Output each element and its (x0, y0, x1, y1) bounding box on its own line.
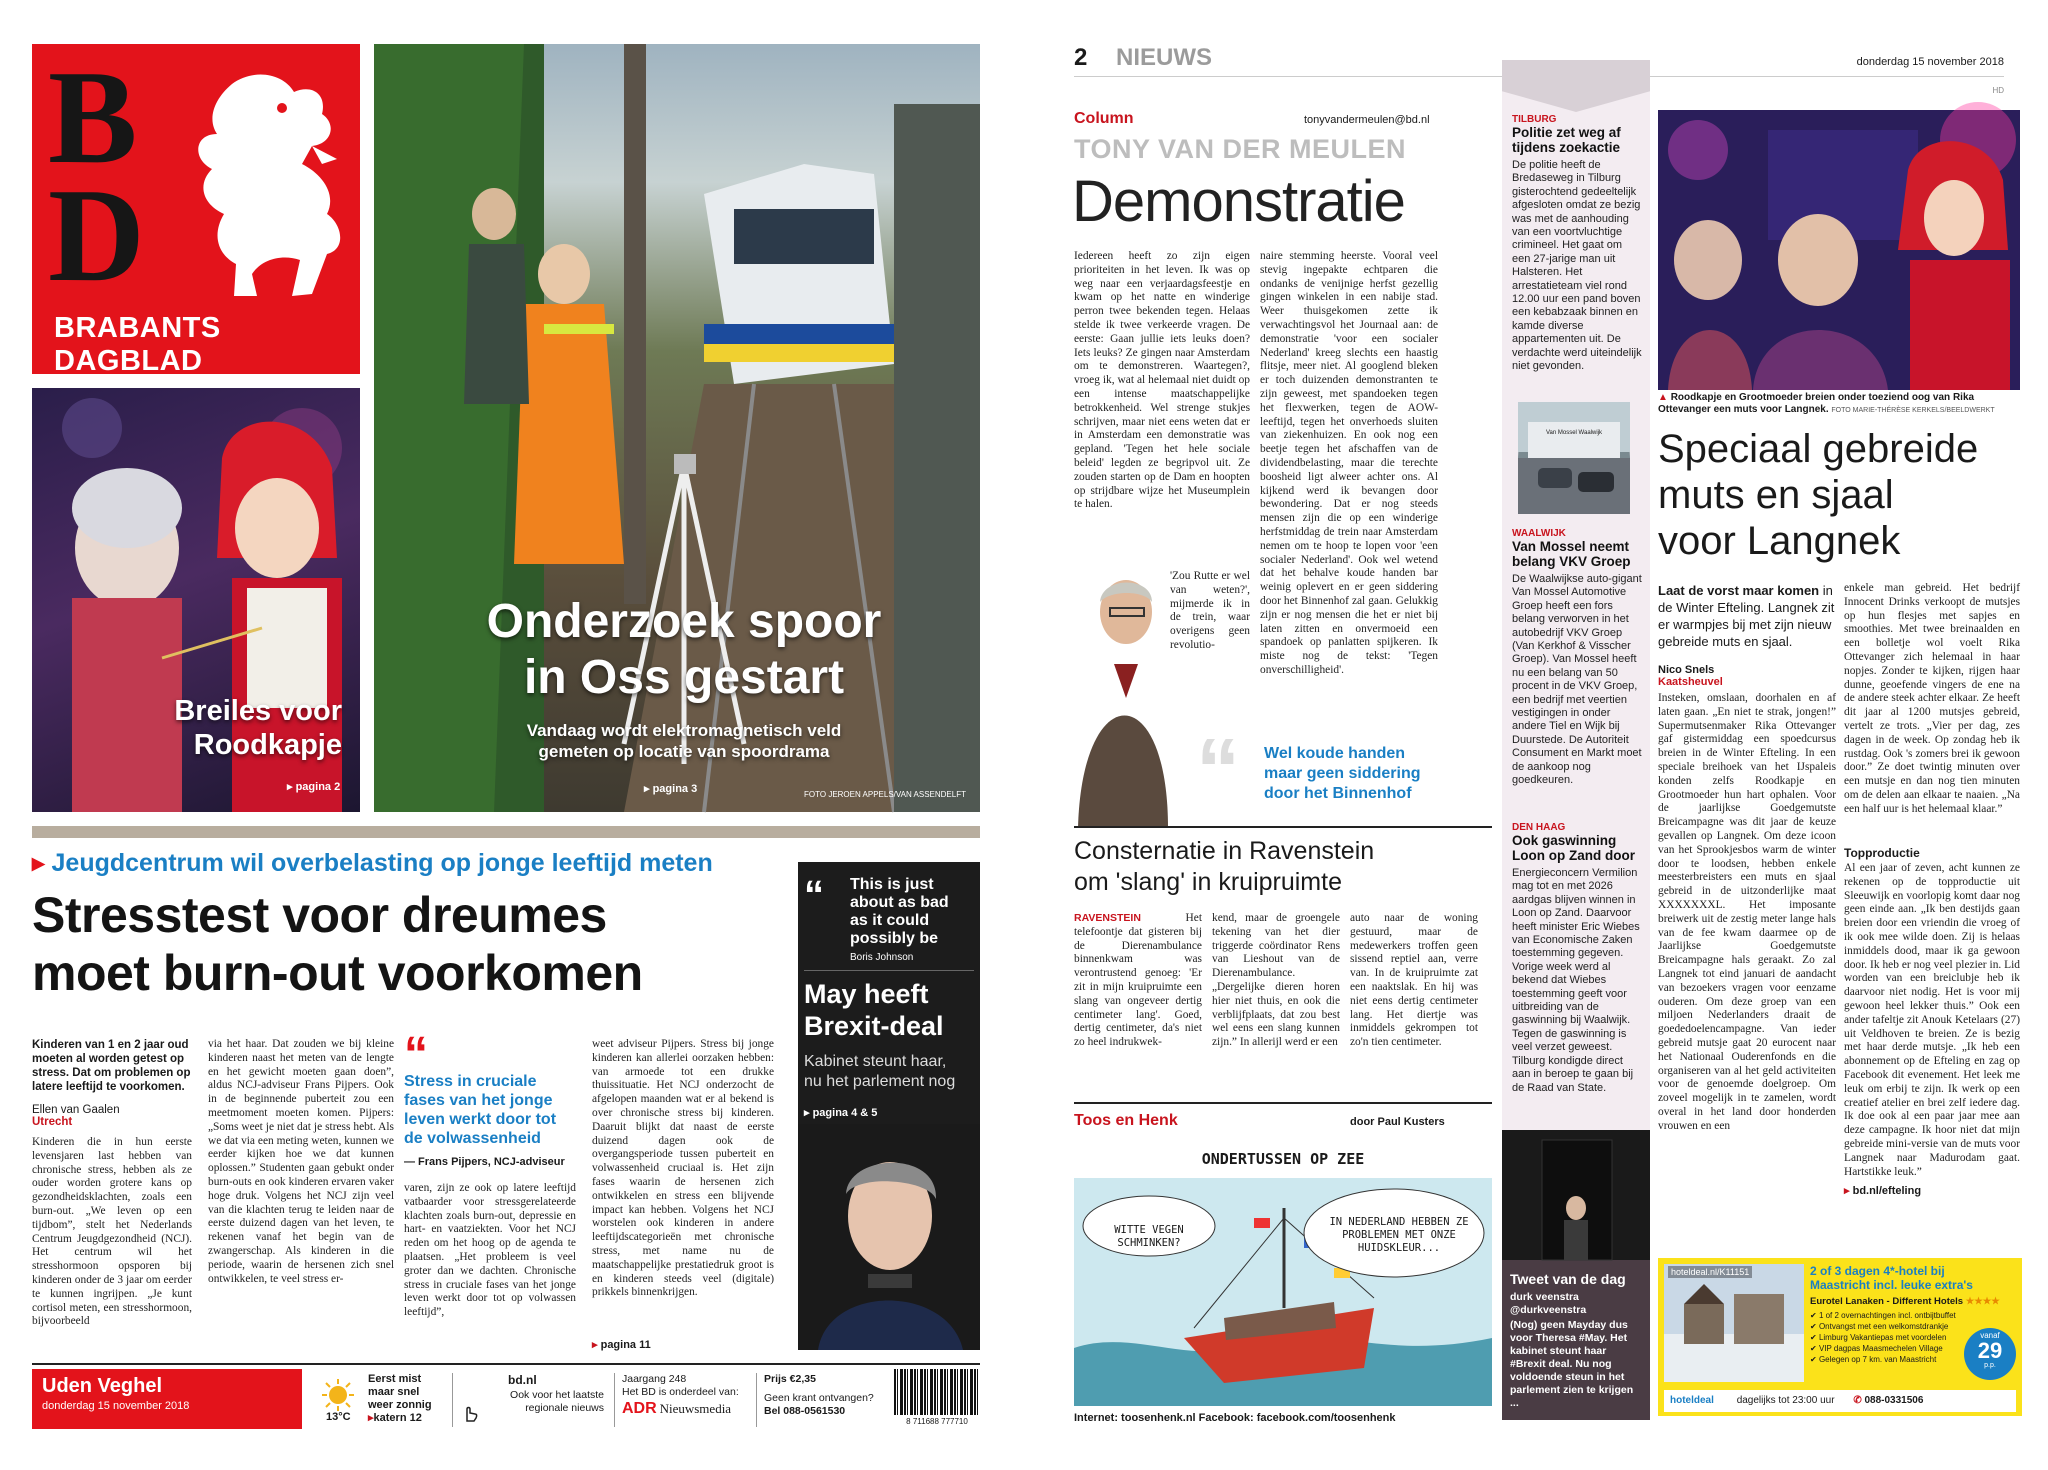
column-col1b: 'Zou Rutte er wel van weten?', mijmerde ik in de trein, waar overigens geen revolutio- (1170, 570, 1250, 651)
footer-divider (756, 1373, 757, 1427)
logo-letters: B D (48, 43, 145, 309)
lead-col4-block (592, 1038, 774, 1351)
langnek-link[interactable]: ▸ bd.nl/efteling (1844, 1185, 1922, 1197)
lead-intro-block (32, 1038, 192, 1328)
theresa-may-photo (798, 1124, 980, 1350)
page-2 (1046, 0, 2048, 1470)
sidebar-item-tilburg[interactable]: TILBURG Politie zet weg af tijdens zoekactie De politie heeft de Bredaseweg in Tilburg gisterochtend gedeeltelijk afgesloten omdat ze bezig was met de aanhouding van een voortvluchtige crimineel. Het gaat om een 27-jarige man uit Halsteren. Het arrestatieteam viel rond 12.00 uur een pand boven een kebabzaak binnen en kamde diverse appartementen uit. De verdachte werd uiteindelijk niet gevonden. (1512, 114, 1642, 373)
comic-bubble-1: WITTE VEGEN SCHMINKEN? (1114, 1224, 1184, 1249)
ad-photo (1664, 1264, 1804, 1382)
weather-ref[interactable]: ▸katern 12 (368, 1412, 422, 1424)
sidebar-item-den-haag[interactable]: DEN HAAG Ook gaswinning Loon op Zand door Energieconcern Vermilion mag tot en met 2026 aardgas blijven winnen in Loon op Zand. Daarvoor heeft minister Eric Wiebes van Economische Zaken toestemming gegeven. Vorige week werd al bekend dat Wiebes toestemming geeft voor uitbreiding van de gaswinning bij Waalwijk. Tegen de gaswinning is veel verzet geweest. Tilburg kondigde direct aan in beroep te gaan bij de Raad van State. (1512, 822, 1640, 1094)
langnek-col1-block (1658, 582, 1836, 1182)
lead-intro: Kinderen van 1 en 2 jaar oud moeten al worden getest op stress. Dat om problemen op latere leeftijd te voorkomen. (32, 1039, 191, 1093)
ad-bullets: ✔ 1 of 2 overnachtingen incl. ontbijtbuffet ✔ Ontvangst met een welkomstdrankje ✔ Limburg Vakantiepas met voordelen ✔ VIP dagpas Maasmechelen Village ✔ Gelegen op 7 km. van Maastricht (1810, 1311, 1956, 1364)
brexit-headline: May heeft Brexit-deal (804, 979, 944, 1041)
ravenstein-col1: Het telefoontje dat gisteren bij de Dierenambulance binnenkwam was verontrustend genoeg: 'Er zit in mijn kruipruimte een slang van ongeveer dertig centimeter lang'. Goed, dertig centimeter, da's niet zo heel indrukwek- (1074, 912, 1202, 1049)
main-photo-page-ref[interactable]: ▸ pagina 3 (644, 783, 698, 795)
footer-publisher: Jaargang 248 Het BD is onderdeel van: ADR Nieuwsmedia (622, 1373, 739, 1417)
main-photo-subtitle: Vandaag wordt elektromagnetisch veld gemeten op locatie van spoordrama (526, 721, 842, 761)
tweet-box[interactable] (1502, 1130, 1650, 1420)
logo-name: BRABANTS DAGBLAD (54, 312, 221, 377)
ad-phone[interactable]: ✆ 088-0331506 (1853, 1395, 1924, 1406)
teaser-title: Breiles voor Roodkapje (174, 695, 342, 761)
divider-bar (32, 826, 980, 838)
brexit-box[interactable] (798, 862, 980, 1350)
teaser-page-ref[interactable]: ▸ pagina 2 (287, 781, 341, 793)
main-photo-railway[interactable] (374, 44, 980, 812)
column-col1: Iedereen heeft zo zijn eigen prioriteiten in het leven. Ik was op weg naar een verjaardagsfeestje en kwam op het natte en winderige perron twee bekenden tegen. Helaas stelde ik twee verkeerde vragen. De eerste: Gaan jullie iets leuks doen? Iets leuks? Ze gingen naar Amsterdam om te demonstreren. Waartegen?, vroeg ik, wat al helemaal niet duidt op een intense maatschappelijke betrokkenheid. Wel strenge stukjes schrijven, maar niet eens weten dat er in Amsterdam een demonstratie was gepland. 'Tegen het hele sociale beleid' legden ze begripvol uit. Ze zouden starten op de Dam en hoopten op strijdbare wijze het Museumplein te halen. (1074, 250, 1250, 511)
sidebar-top-shape (1502, 60, 1650, 112)
photo-credit: FOTO JEROEN APPELS/VAN ASSENDELFT (804, 790, 966, 799)
page-date: donderdag 15 november 2018 (1856, 56, 2004, 68)
langnek-subhead: Topproductie (1844, 846, 1920, 860)
ad-footer: hoteldeal dagelijks tot 23:00 uur ✆ 088-0331506 (1664, 1390, 2016, 1412)
main-photo-title: Onderzoek spoor in Oss gestart (486, 595, 882, 704)
sidebar-item-waalwijk[interactable]: WAALWIJK Van Mossel neemt belang VKV Groep De Waalwijkse auto-gigant Van Mossel Automotive Groep heeft een fors belang verworven in het autobedrijf VKV Groep (Van Kerkhof & Visscher Groep). Van Mossel heeft nu een belang van 50 procent in de VKV Groep, een bedrijf met veertien vestigingen in onder andere Tiel en Wijk bij Duurstede. De Autoriteit Consument en Markt moet de aankoop nog goedkeuren. (1512, 528, 1642, 787)
langnek-photo[interactable] (1658, 110, 2020, 390)
ravenstein-headline[interactable]: Consternatie in Ravenstein om 'slang' in kruipruimte (1074, 837, 1375, 896)
edition-code: HD (1992, 86, 2004, 95)
lead-col3: varen, zijn ze ook op latere leeftijd vatbaarder voor stressgerelateerde klachten zoals burn-out, depressie en hart- en vaatziekten. Voor het NCJ reden om het hoog op de agenda te plaatsen. „Het probleem is veel groter dan we dachten. Chronische stress in cruciale fases van het jonge leven werkt door tot op volwassen leeftijd”, (404, 1182, 576, 1319)
comic-strip (1074, 1136, 1492, 1406)
footer-divider (452, 1373, 453, 1427)
lead-col1: Kinderen die in hun eerste levensjaren last hebben van chronische stress, hebben als ze ouder worden grotere kans op gezondheidsklachten, zoals een burn-out. „We leven op een tijdbom”, stelt het Nederlands Centrum Jeugdgezondheid (NCJ). Het centrum wil het stresshormoon opsporen bij kinderen onder de 3 jaar om eerder te kunnen ingrijpen. „Je kunt cortisol meten, een stresshormoon, bijvoorbeeld (32, 1136, 192, 1328)
langnek-col2-block (1844, 582, 2020, 1197)
lead-quote-author: — Frans Pijpers, NCJ-adviseur (404, 1156, 565, 1168)
winter-efteling-illustration (1658, 110, 2020, 390)
lead-author: Ellen van Gaalen (32, 1104, 120, 1116)
lead-col4: weet adviseur Pijpers. Stress bij jonge kinderen kan allerlei oorzaken hebben: van armoede tot een drukke thuissituatie. Het NCJ onderzocht de afgelopen maanden wat er al bekend is over chronische stress bij kinderen. Daaruit blijkt dat naast de eerste duizend dagen ook de overgangsperiode tussen puberteit en volwassenheid cruciaal is. Het zijn fases waarin de hersenen zich ontwikkelen en stress een blijvende impact kan hebben. Volgens het NCJ worstelen ook kinderen in andere leeftijdscategorieën met chronische stress, met name nu de maatschappelijke prestatiedruk groot is en kinderen steeds veel (digitale) prikkels binnenkrijgen. (592, 1038, 774, 1299)
ad-brand: hoteldeal (1670, 1395, 1714, 1406)
news-sidebar (1502, 60, 1650, 1420)
barcode: 8 711688 777710 (894, 1369, 980, 1429)
lead-headline[interactable]: Stresstest voor dreumes moet burn-out voorkomen (32, 887, 643, 1001)
masthead-logo[interactable] (32, 43, 360, 377)
quote-icon: “ (1196, 720, 1240, 819)
footer-divider (614, 1373, 615, 1427)
downing-street-photo (1502, 1130, 1650, 1260)
lead-kicker[interactable]: ▸ Jeugdcentrum wil overbelasting op jonge leeftijd meten (32, 849, 713, 877)
ravenstein-location: RAVENSTEIN (1074, 912, 1141, 924)
section-title: NIEUWS (1116, 44, 1212, 71)
footer-web[interactable]: bd.nl (508, 1373, 537, 1387)
front-page (0, 0, 1004, 1470)
comic-title: ONDERTUSSEN OP ZEE (1201, 1150, 1365, 1168)
langnek-intro: in de Winter Efteling. Langnek zit er warmpjes bij met zijn nieuw gebreide muts en sjaal. (1658, 583, 1835, 649)
section-rule (1074, 826, 1492, 828)
page-number: 2 (1074, 44, 1088, 71)
column-author: TONY VAN DER MEULEN (1074, 134, 1407, 164)
column-email[interactable]: tonyvandermeulen@bd.nl (1304, 114, 1430, 126)
footer-price: Prijs €2,35 Geen krant ontvangen? Bel 088-0561530 (764, 1373, 874, 1417)
langnek-caption: ▲ Roodkapje en Grootmoeder breien onder toeziend oog van Rika Ottevanger een muts voor Langnek. FOTO MARIE-THÉRÈSE KERKELS/BEELDWERKT (1658, 392, 1995, 415)
quote-icon: “ (404, 1028, 428, 1081)
footer-web-text: Ook voor het laatste regionale nieuws (510, 1389, 604, 1414)
front-footer (32, 1363, 980, 1429)
langnek-location: Kaatsheuvel (1658, 676, 1723, 688)
ravenstein-col3: auto naar de woning gestuurd, maar de medewerkers troffen geen sissend reptiel aan, verre van. In de kruipruimte zat een naaktslak. En hij was niet eens dertig centimeter lang. Het diertje was inmiddels gekrompen tot zo'n tien centimeter. (1350, 912, 1478, 1049)
brexit-quote-author: Boris Johnson (850, 952, 914, 963)
hand-pointer-icon (460, 1403, 480, 1423)
lead-page-ref[interactable]: ▸ pagina 11 (592, 1339, 651, 1351)
edition-date: donderdag 15 november 2018 (42, 1400, 190, 1412)
section-rule (1074, 1102, 1492, 1104)
ravenstein-col2: kend, maar de groengele tekening van het dier triggerde coördinator Rens van Lieshout van de Dierenambulance. „Dergelijke dieren horen hier niet thuis, en ook die verblijfplaats, dat zou best wel eens een slang kunnen zijn.” In allerijl werd er een (1212, 912, 1340, 1049)
edition-box (32, 1369, 302, 1429)
lead-quote: Stress in cruciale fases van het jonge leven werkt door tot de volwassenheid (404, 1073, 557, 1147)
comic-footer[interactable]: Internet: toosenhenk.nl Facebook: facebook.com/toosenhenk (1074, 1412, 1396, 1424)
comic-label: Toos en Henk (1074, 1112, 1178, 1129)
ad-url[interactable]: hoteldeal.nl/K11151 (1668, 1266, 1752, 1278)
edition-name: Uden Veghel (42, 1375, 163, 1397)
weather-temp: 13°C (326, 1411, 351, 1423)
langnek-intro-bold: Laat de vorst maar komen (1658, 583, 1820, 598)
brexit-sub: Kabinet steunt haar, nu het parlement nog (804, 1053, 956, 1090)
ship-cartoon-illustration (1074, 1178, 1492, 1406)
lead-col2: via het haar. Dat zouden we bij kleine kinderen naast het meten van de lengte en het gewicht moeten gaan doen”, aldus NCJ-adviseur Frans Pijpers. Ook in de beginnende puberteit zou een meetmoment moeten komen. Pijpers: „Soms weet je niet dat je stress hebt. Als we dat via een meting weten, kunnen we eerder kijken hoe we dat kunnen oplossen.” Studenten gaan gebukt onder burn-outs en ook kinderen ervaren vaker hoge druk. Volgens het NCJ zijn veel van die klachten terug te leiden naar de eerste duizend dagen van het leven, te rekenen vanaf het begin van de zwangerschap. Als kinderen in die periode, waarin de hersenen zich snel ontwikkelen, te veel stress er- (208, 1038, 394, 1285)
comic-bubble-2: IN NEDERLAND HEBBEN ZE PROBLEMEN MET ONZE HUIDSKLEUR... (1329, 1216, 1469, 1254)
langnek-headline[interactable]: Speciaal gebreide muts en sjaal voor Langnek (1658, 427, 1979, 563)
brexit-page-ref[interactable]: ▸ pagina 4 & 5 (804, 1107, 878, 1119)
ad-hotel: Eurotel Lanaken - Different Hotels ★★★★ (1810, 1296, 2000, 1307)
column-label: Column (1074, 110, 1134, 127)
teaser-photo-roodkapje[interactable] (32, 388, 360, 812)
columnist-portrait (1074, 568, 1168, 828)
lion-icon (162, 64, 352, 304)
publisher-logo: ADR (622, 1400, 657, 1417)
brexit-quote: This is just about as bad as it could possibly be (850, 876, 949, 947)
tweet-text: (Nog) geen Mayday dus voor Theresa #May. Het kabinet steunt haar #Brexit deal. Nu nog voldoende steun in het parlement zien te krijgen ... (1510, 1319, 1634, 1409)
column-title: Demonstratie (1072, 169, 1405, 234)
column-col2: naire stemming heerste. Vooral veel stevig ingepakte echtparen die ondanks de venijnige herfst gezellig gingen winkelen in een nabije stad. Weer thuisgekomen zette ik verwachtingsvol het Journaal aan: de demonstratie 'voor een socialer Nederland' kreeg slechts een haastig flitsje, meer niet. Al googlend bleken er toch duizenden demonstranten te zijn geweest, met spandoeken tegen het flexwerken, tegen de AOW-leeftijd, tegen het onverhoeds sluiten van ziekenhuizen. En ook nog een beetje tegen het afschaffen van de dividendbelasting, maar die terechte boosheid ligt alweer achter ons. Al kijkend werd ik bevangen door bewondering. Dat er nog steeds mensen zijn die op een winderige herfstmiddag de trein naar Amsterdam nemen om te hoop te lopen voor 'een socialer Nederland'. Ook wel wetend dat het behalve koude handen bar weinig oplevert en er geen siddering door het Binnenhof zal gaan. Gelukkig zijn er nog mensen die het er niet bij laten zitten en onvermoeid een spandoek op panlatten spijkeren. Ik miste nog de tekst: 'Tegen onverschilligheid'. (1260, 250, 1438, 676)
brexit-divider (804, 970, 974, 971)
langnek-col2: enkele man gebreid. Het bedrijf Innocent Drinks verkoopt de mutsjes op hun flesjes met sapjes en smoothies. Met twee breinaalden en een bolletje wol voelt Rika Ottevanger zich helemaal in haar nopjes. Zonder te kijken, rijgen haar dunne, geoefende vingers de ene na de andere steek achter elkaar. Ze heeft dit jaar al 1200 mutsjes gebreid, vertelt ze trots. „Vier per dag, zes dagen in de week. Op zondag heb ik rustdag. Ook 's zomers brei ik gewoon door.” Ze doet twintig minuten over een mutsje en dan nog tien minuten om de delen aan elkaar te naaien. „Na een half uur is het helemaal klaar.” (1844, 582, 2020, 815)
column-pull-quote: Wel koude handen maar geen siddering door het Binnenhof (1264, 745, 1421, 802)
langnek-col1: Insteken, omslaan, doorhalen en af laten gaan. „En niet te strak, jongen!” Supermutsenmaker Rika Ottevanger gaf gistermiddag een spoedcursus breien in de Winter Efteling. In een speciale breihoek van het IJspaleis konden zelfs Roodkapje en Grootmoeder hun hart ophalen. Voor de jaarlijkse Goedgemutste Breicampagne was dit jaar de keuze gevallen op Langnek. Om deze icoon van het Sprookjesbos warm de winter door te loodsen, hebben enkele meesterbreisters een muts en sjaal gebreid in de uitzonderlijke maat XXXXXXXL. Het imposante breiwerk uit de zestig meter lange hals van de fee kwam daarmee op de Jaarlijkse Goedgemutste Breicampagne hals geraakt. Zo zal Langnek tot eind januari de aandacht van bezoekers vragen voor eenzame ouderen. Om deze groep van een miljoen Nederlanders draait de goededoelencampagne. Van ieder gebreid mutsje gaat 20 eurocent naar het Nationaal Ouderenfonds en die organiseren van al het geld activiteiten voor de genoemde doelgroep. Om zoveel mogelijk in te zamelen, wordt overal in het land door honderden vrouwen en een (1658, 692, 1836, 1132)
quote-icon: “ (804, 873, 824, 917)
hoteldeal-ad[interactable] (1658, 1258, 2022, 1416)
lead-location: Utrecht (32, 1116, 73, 1128)
tweet-author: durk veenstra @durkveenstra (1510, 1291, 1587, 1316)
sun-icon (320, 1377, 356, 1413)
dealership-sign: Van Mossel Waalwijk (1545, 430, 1602, 436)
lead-quote-block (404, 1028, 576, 1319)
sidebar-photo-dealership (1518, 402, 1630, 514)
tweet-label: Tweet van de dag (1510, 1271, 1626, 1287)
ad-price-badge: vanaf 29 p.p. (1964, 1328, 2016, 1380)
comic-author: door Paul Kusters (1350, 1116, 1445, 1128)
langnek-col2b: Al een jaar of zeven, acht kunnen ze rekenen op de topproductie uit Sleeuwijk en voorlopig komt daar nog geen einde aan. „Ik ben destijds gaan breien door een vriendin die vroeg of ik ook mee wilde doen. Zij is helaas inmiddels dood, maar ik ga gewoon door. Ik heb er nog veel plezier in. Lid worden van een breiclubje heb ik daarvoor niet nodig. Het is voor mij gewoon heel lekker thuis.” Ook een ander tafeltje zit Anouk Ketelaars (27) uit Veldhoven te breien. Ze is bezig met haar derde mutsje. „Ik heb een abonnement op de Efteling en zag op Facebook dit evenement. Het leek me leuk om erbij te zijn. Ik werk op een creatief atelier en brei zelf iedere dag. Ik doe ook al een paar jaar mee aan deze campagne. Ik hoor niet dat mijn gebreide mini-versie van de muts voor Langnek naar Madurodam gaat. Hartstikke leuk.” (1844, 862, 2020, 1178)
ravenstein-col1-block (1074, 912, 1202, 1050)
weather-text: Eerst mist maar snel weer zonnig ▸katern 12 (368, 1373, 432, 1424)
langnek-author: Nico Snels (1658, 664, 1715, 676)
ad-headline: 2 of 3 dagen 4*-hotel bij Maastricht incl. leuke extra's (1810, 1264, 1973, 1292)
